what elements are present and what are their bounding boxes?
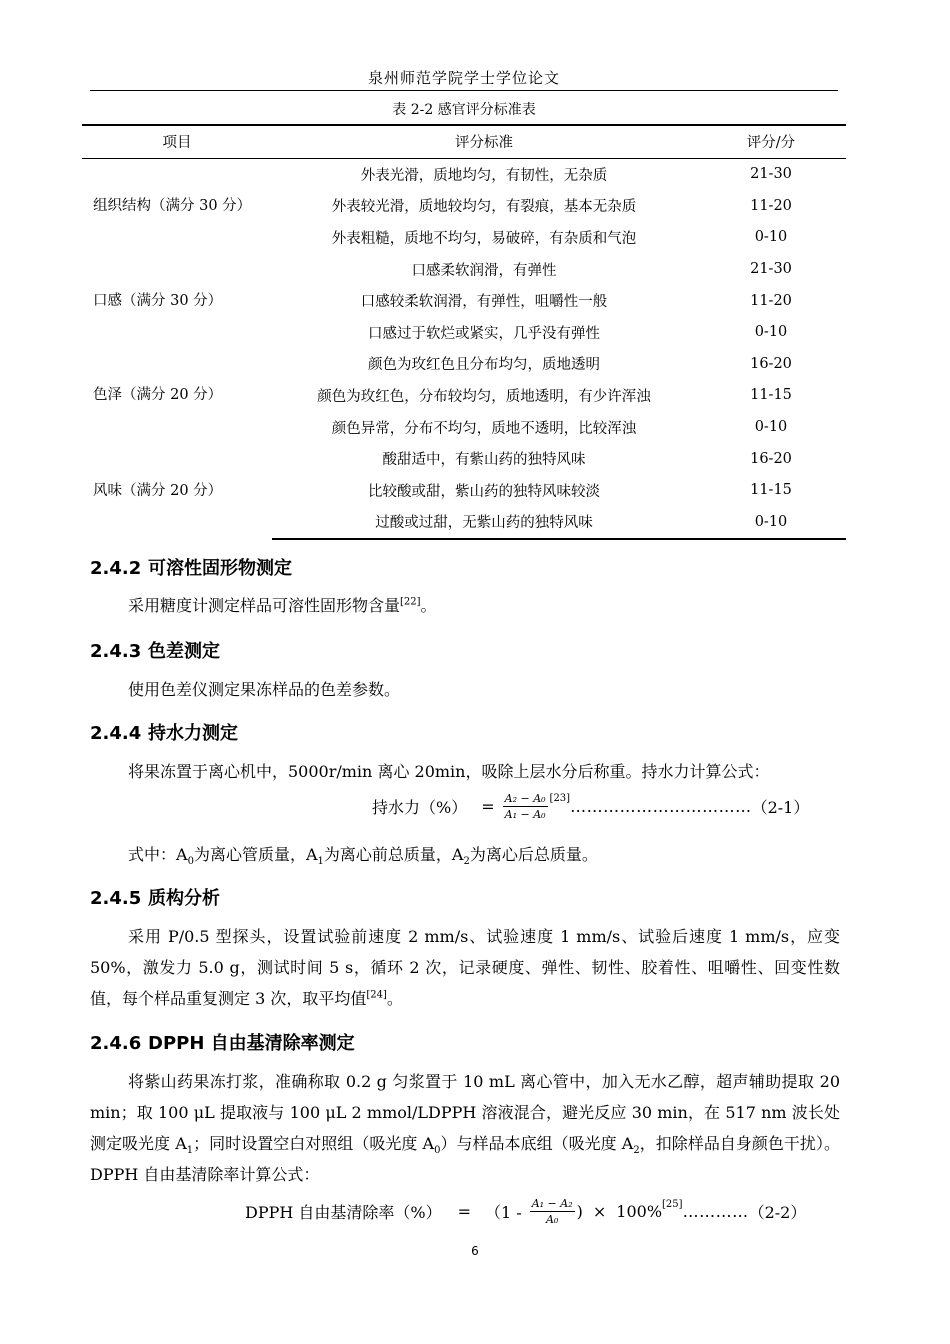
- section-heading-2-4-2: 2.4.2 可溶性固形物测定: [90, 558, 292, 579]
- table-header-row: [82, 125, 846, 158]
- criterion-cell: 外表较光滑，质地较均匀，有裂痕，基本无杂质: [331, 199, 637, 216]
- score-cell: 11-15: [750, 482, 792, 499]
- item-cell-color: 色泽（满分 20 分）: [93, 387, 223, 404]
- running-header: 泉州师范学院学士学位论文: [367, 69, 560, 87]
- score-cell: 0-10: [754, 229, 788, 246]
- table-caption: 表 2-2 感官评分标准表: [392, 102, 536, 118]
- score-cell: 0-10: [754, 419, 788, 436]
- formula-2-1: 持水力（%） = $\frac{\text{A₂ − A₀}}{\text{A₁ − A₀}}$ [23] …………………………… （2-1）: [372, 792, 810, 821]
- score-cell: 16-20: [750, 355, 792, 372]
- paragraph-dpph: 将紫山药果冻打浆，准确称取 0.2 g 匀浆置于 10 mL 离心管中，加入无水乙醇，超声辅助提取 20 min；取 100 μL 提取液与 100 μL 2 mmol/LDPPH 溶液混合，避光反应 30 min，在 517 nm 波长处测定吸光度 $A_1$；同时设置空白对照组（吸光度 $A_0$）与样品本底组（吸光度 $A_2$，扣除样品自身颜色干扰）。DPPH 自由基清除率计算公式：: [90, 1072, 840, 1184]
- item-cell-structure: 组织结构（满分 30 分）: [93, 197, 252, 214]
- criterion-cell: 颜色为玫红色且分布均匀，质地透明: [368, 357, 600, 374]
- citation: [22]: [400, 596, 421, 608]
- criterion-cell: 颜色为玫红色，分布较均匀，质地透明，有少许浑浊: [317, 388, 651, 405]
- equation-number: （2-1）: [751, 798, 810, 817]
- score-cell: 16-20: [750, 450, 792, 467]
- score-cell: 11-20: [750, 197, 792, 214]
- paragraph-where: 式中：$A_0$为离心管质量，$A_1$为离心前总质量，$A_2$为离心后总质量。: [128, 845, 598, 868]
- item-cell-mouthfeel: 口感（满分 30 分）: [93, 292, 223, 309]
- score-cell: 0-10: [754, 324, 788, 341]
- column-header-item: 项目: [82, 125, 272, 158]
- table-row: [82, 348, 846, 380]
- criterion-cell: 外表粗糙，质地不均匀，易破碎，有杂质和气泡: [331, 230, 637, 247]
- table-row: [82, 253, 846, 285]
- fraction: $\frac{\text{A₂ − A₀}}{\text{A₁ − A₀}}$: [504, 792, 546, 821]
- section-heading-2-4-5: 2.4.5 质构分析: [90, 888, 220, 909]
- criterion-cell: 外表光滑，质地均匀，有韧性，无杂质: [360, 167, 608, 184]
- header-rule: [90, 90, 838, 91]
- paragraph-soluble-solids: 采用糖度计测定样品可溶性固形物含量[22]。: [128, 596, 437, 615]
- section-heading-2-4-3: 2.4.3 色差测定: [90, 641, 220, 662]
- criterion-cell: 过酸或过甜，无紫山药的独特风味: [272, 506, 696, 539]
- score-cell: 11-15: [750, 387, 792, 404]
- criterion-cell: 口感较柔软润滑，有弹性，咀嚼性一般: [360, 294, 608, 311]
- section-heading-2-4-6: 2.4.6 DPPH 自由基清除率测定: [90, 1033, 355, 1054]
- paragraph-water-holding: 将果冻置于离心机中，5000r/min 离心 20min，吸除上层水分后称重。持水力计算公式：: [128, 762, 770, 781]
- table-row: [82, 158, 846, 190]
- page-number: 6: [471, 1244, 479, 1258]
- criterion-cell: 口感过于软烂或紧实，几乎没有弹性: [368, 325, 600, 342]
- criterion-cell: 口感柔软润滑，有弹性: [411, 262, 557, 279]
- column-header-score: 评分/分: [696, 125, 846, 158]
- criterion-cell: 比较酸或甜，紫山药的独特风味较淡: [368, 483, 600, 500]
- item-cell-flavor: 风味（满分 20 分）: [93, 482, 223, 499]
- equation-number: （2-2）: [748, 1203, 807, 1222]
- score-cell: 21-30: [750, 261, 792, 278]
- criterion-cell: 颜色异常，分布不均匀，质地不透明，比较浑浊: [331, 420, 637, 437]
- criterion-cell: 酸甜适中，有紫山药的独特风味: [382, 452, 586, 469]
- column-header-criterion: 评分标准: [272, 125, 696, 158]
- section-heading-2-4-4: 2.4.4 持水力测定: [90, 723, 238, 744]
- score-cell: 11-20: [750, 292, 792, 309]
- fraction: $\frac{\text{A₁ − A₂}}{\text{A₀}}$: [531, 1197, 573, 1226]
- sensory-score-table: [82, 124, 846, 540]
- score-cell: 21-30: [750, 166, 792, 183]
- score-cell: 0-10: [696, 506, 846, 539]
- paragraph-texture: 采用 P/0.5 型探头，设置试验前速度 2 mm/s、试验速度 1 mm/s、试验后速度 1 mm/s，应变 50%，激发力 5.0 g，测试时间 5 s，循环 2 次，记录硬度、弹性、韧性、胶着性、咀嚼性、回变性数值，每个样品重复测定 3 次，取平均值[24]。: [90, 927, 840, 1008]
- paragraph-color-difference: 使用色差仪测定果冻样品的色差参数。: [128, 680, 401, 699]
- citation: [24]: [366, 989, 387, 1001]
- table-row: [82, 443, 846, 475]
- formula-2-2: DPPH 自由基清除率（%） = （1 - $\frac{\text{A₁ − A₂}}{\text{A₀}}$ ) × 100% [25] ………… （2-2）: [245, 1197, 807, 1226]
